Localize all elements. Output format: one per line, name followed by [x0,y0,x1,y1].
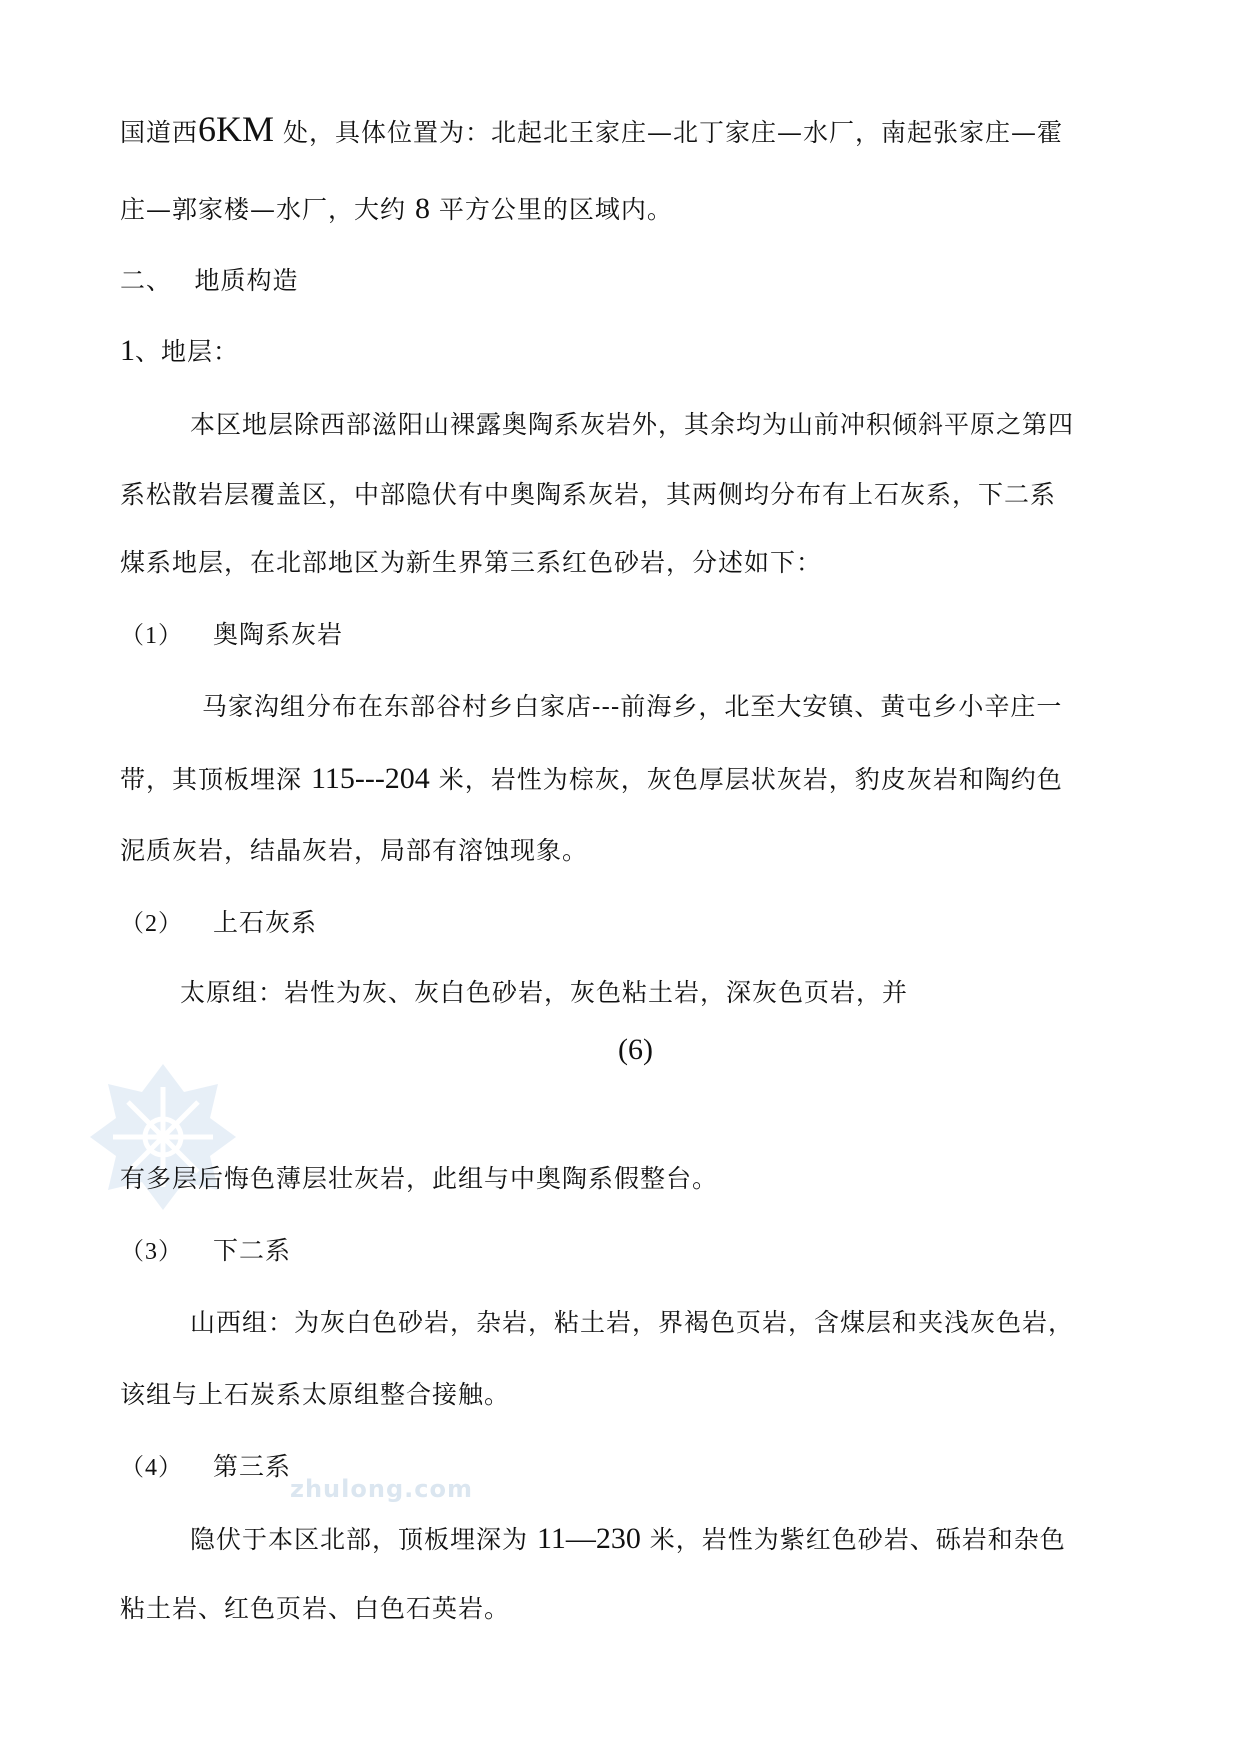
text-run: 国道西 [120,118,199,147]
subsection-heading [120,334,239,369]
paragraph-line: 本区地层除西部滋阳山裸露奥陶系灰岩外，其余均为山前冲积倾斜平原之第四 [190,410,1075,439]
text-run: 1 [120,334,135,367]
watermark-text: zhulong.com [290,1475,473,1503]
section-heading: 二、 地质构造 [120,266,299,295]
text-run: 带，其顶板埋深 [120,765,311,794]
text-run: 隐伏于本区北部，顶板埋深为 [190,1525,537,1554]
text-run: 平方公里的区域内。 [429,195,673,224]
text-run: 115---204 [310,762,430,795]
list-number: （4） [120,1455,183,1481]
text-run: 6KM [198,109,275,149]
paragraph-line [120,762,1063,797]
paragraph-line: 山西组：为灰白色砂岩，杂岩，粘土岩，界褐色页岩，含煤层和夹浅灰色岩， [190,1308,1075,1337]
paragraph-line [120,192,673,227]
text-run: 、地层： [135,337,240,366]
text-run: 米，岩性为棕灰，灰色厚层状灰岩，豹皮灰岩和陶约色 [429,765,1063,794]
list-heading [120,618,343,653]
paragraph-line: 马家沟组分布在东部谷村乡白家店---前海乡，北至大安镇、黄屯乡小辛庄一 [202,692,1063,721]
list-heading [120,1234,291,1269]
paragraph-line: 有多层后悔色薄层壮灰岩，此组与中奥陶系假整台。 [120,1164,719,1193]
text-run: 11—230 [536,1522,641,1555]
paragraph-line: 太原组：岩性为灰、灰白色砂岩，灰色粘土岩，深灰色页岩，并 [180,978,909,1007]
list-title: 奥陶系灰岩 [213,620,344,649]
list-number: （1） [120,623,183,649]
paragraph-line: 泥质灰岩，结晶灰岩，局部有溶蚀现象。 [120,836,589,865]
list-number: （2） [120,911,183,937]
paragraph-line: 煤系地层，在北部地区为新生界第三系红色砂岩，分述如下： [120,548,823,577]
page-number: (6) [618,1033,653,1066]
paragraph-line [190,1522,1066,1557]
text-run: 8 [414,192,430,225]
list-title: 上石灰系 [213,908,318,937]
text-run: 米，岩性为紫红色砂岩、砾岩和杂色 [640,1525,1066,1554]
list-heading [120,906,317,941]
paragraph-line: 系松散岩层覆盖区，中部隐伏有中奥陶系灰岩，其两侧均分布有上石灰系，下二系 [120,480,1057,509]
paragraph-line [120,109,1063,150]
paragraph-line: 该组与上石炭系太原组整合接触。 [120,1380,511,1409]
list-title: 第三系 [213,1452,292,1481]
list-title: 下二系 [213,1236,292,1265]
list-number: （3） [120,1239,183,1265]
text-run: 庄—郭家楼—水厂，大约 [120,195,415,224]
paragraph-line: 粘土岩、红色页岩、白色石英岩。 [120,1594,511,1623]
list-heading [120,1450,291,1485]
text-run: 处，具体位置为：北起北王家庄—北丁家庄—水厂，南起张家庄—霍 [274,118,1063,147]
